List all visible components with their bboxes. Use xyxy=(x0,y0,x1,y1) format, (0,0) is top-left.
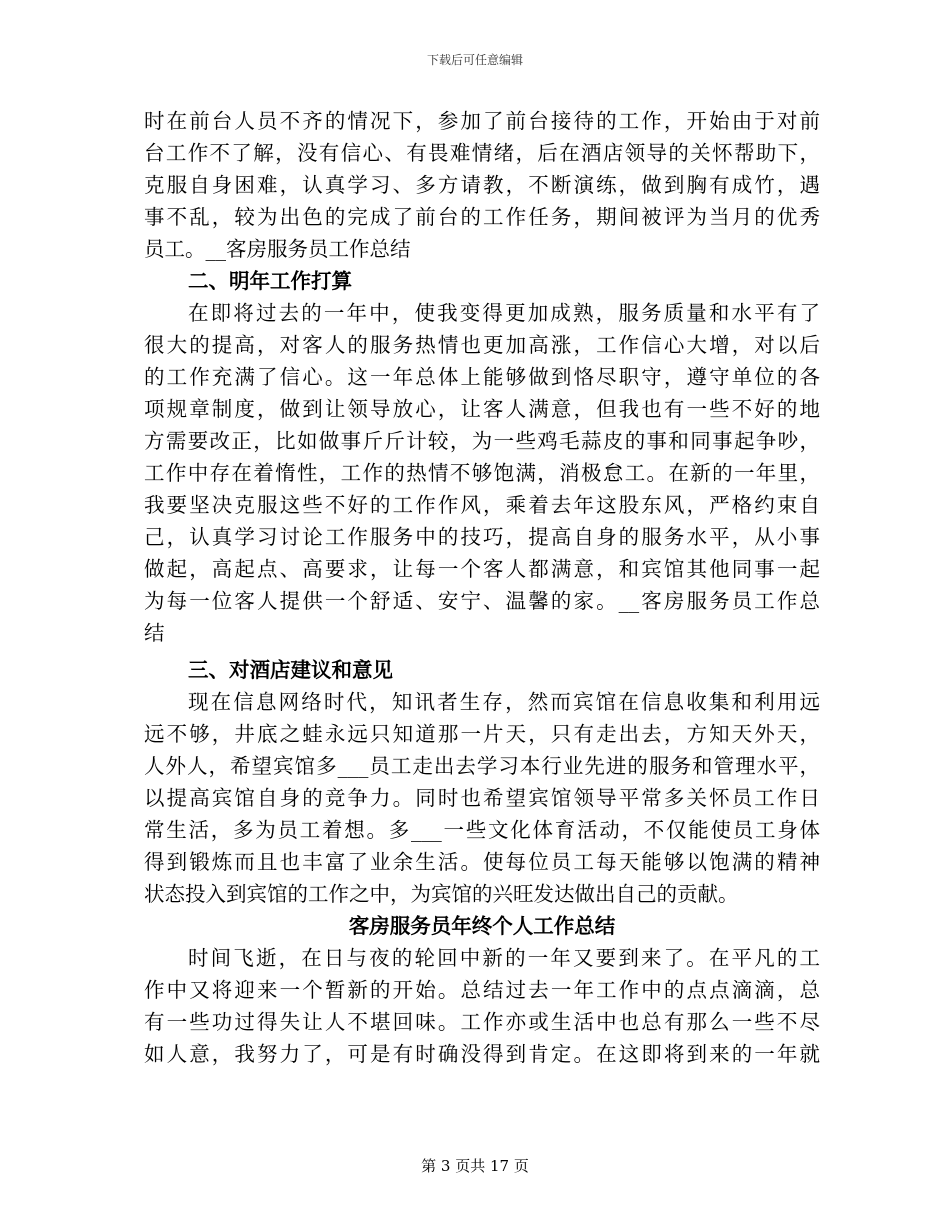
text-line: 工作中存在着惰性，工作的热情不够饱满，消极怠工。在新的一年里， xyxy=(144,461,820,485)
text-line: 克服自身困难，认真学习、多方请教，不断演练，做到胸有成竹，遇 xyxy=(144,173,820,197)
text-line: 得到锻炼而且也丰富了业余生活。使每位员工每天能够以饱满的精神 xyxy=(144,850,820,874)
text-line: 为每一位客人提供一个舒适、安宁、温馨的家。__客房服务员工作总 xyxy=(144,589,820,613)
text-line: 结 xyxy=(144,621,165,645)
text-line: 如人意，我努力了，可是有时确没得到肯定。在这即将到来的一年就 xyxy=(144,1042,820,1066)
section-paragraph xyxy=(144,942,820,1070)
section-paragraph xyxy=(144,297,820,649)
text-line: 人外人，希望宾馆多___员工走出去学习本行业先进的服务和管理水平， xyxy=(144,754,820,778)
page-footer: 第 3 页共 17 页 xyxy=(421,1157,529,1175)
text-line: 很大的提高，对客人的服务热情也更加高涨，工作信心大增，对以后 xyxy=(144,333,820,357)
text-line: 作中又将迎来一个暂新的开始。总结过去一年工作中的点点滴滴，总 xyxy=(144,978,820,1002)
text-line: 员工。__客房服务员工作总结 xyxy=(144,237,411,261)
document-title: 客房服务员年终个人工作总结 xyxy=(348,914,616,938)
document-body xyxy=(144,105,820,1070)
text-line: 做起，高起点、高要求，让每一个客人都满意，和宾馆其他同事一起 xyxy=(144,557,820,581)
page-header: 下载后可任意编辑 xyxy=(426,53,523,67)
text-line: 时在前台人员不齐的情况下，参加了前台接待的工作，开始由于对前 xyxy=(144,109,820,133)
text-line: 在即将过去的一年中，使我变得更加成熟，服务质量和水平有了 xyxy=(188,301,820,325)
text-line: 有一些功过得失让人不堪回味。工作亦或生活中也总有那么一些不尽 xyxy=(144,1010,820,1034)
text-line: 远不够，井底之蛙永远只知道那一片天，只有走出去，方知天外天， xyxy=(144,722,820,746)
text-line: 时间飞逝，在日与夜的轮回中新的一年又要到来了。在平凡的工 xyxy=(188,946,820,970)
text-line: 状态投入到宾馆的工作之中，为宾馆的兴旺发达做出自己的贡献。 xyxy=(144,882,739,906)
text-line: 以提高宾馆自身的竞争力。同时也希望宾馆领导平常多关怀员工作日 xyxy=(144,786,820,810)
text-line: 己，认真学习讨论工作服务中的技巧，提高自身的服务水平，从小事 xyxy=(144,525,820,549)
paragraph-continuation xyxy=(144,105,820,265)
text-line: 台工作不了解，没有信心、有畏难情绪，后在酒店领导的关怀帮助下， xyxy=(144,141,820,165)
text-line: 事不乱，较为出色的完成了前台的工作任务，期间被评为当月的优秀 xyxy=(144,205,820,229)
section-heading: 三、对酒店建议和意见 xyxy=(188,658,393,682)
section-heading: 二、明年工作打算 xyxy=(188,269,352,293)
text-line: 项规章制度，做到让领导放心，让客人满意，但我也有一些不好的地 xyxy=(144,397,820,421)
text-line: 现在信息网络时代，知讯者生存，然而宾馆在信息收集和利用远 xyxy=(188,690,820,714)
section-paragraph xyxy=(144,686,820,910)
text-line: 方需要改正，比如做事斤斤计较，为一些鸡毛蒜皮的事和同事起争吵， xyxy=(144,429,820,453)
text-line: 的工作充满了信心。这一年总体上能够做到恪尽职守，遵守单位的各 xyxy=(144,365,820,389)
text-line: 常生活，多为员工着想。多___一些文化体育活动，不仅能使员工身体 xyxy=(144,818,820,842)
text-line: 我要坚决克服这些不好的工作作风，乘着去年这股东风，严格约束自 xyxy=(144,493,820,517)
